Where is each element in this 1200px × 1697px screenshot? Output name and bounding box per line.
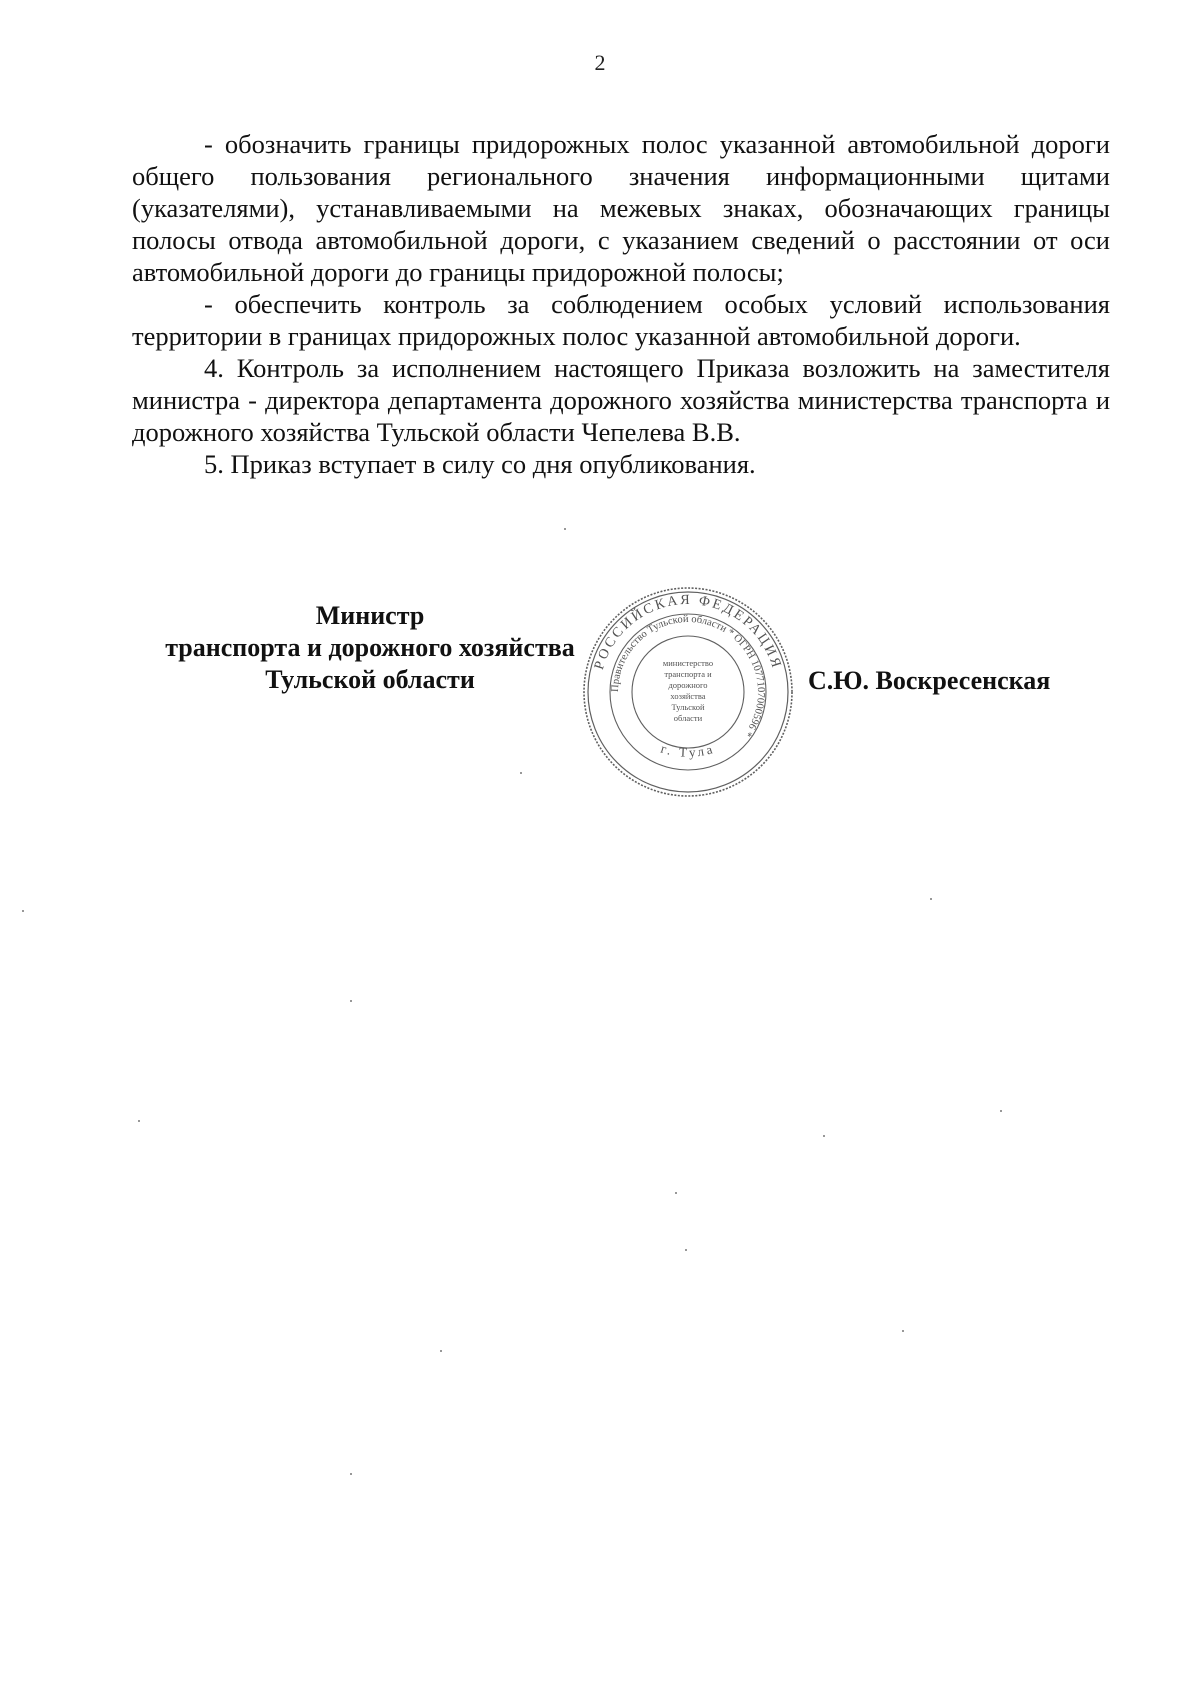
scan-speck xyxy=(138,1120,140,1122)
signer-name: С.Ю. Воскресенская xyxy=(808,666,1051,695)
paragraph-mark-boundaries: - обозначить границы придорожных полос указанной автомобильной дороги общего пользования регионального значения информационными щитами (указателями), устанавливаемыми на межевых знаках, обозначающих границы полосы отвода автомобильной дороги, с указанием сведений о расстоянии от оси автомобильной дороги до границы придорожной полосы; xyxy=(132,129,1110,287)
scan-speck xyxy=(685,1249,687,1251)
scan-speck xyxy=(823,1135,825,1137)
scan-speck xyxy=(520,772,522,774)
scan-speck xyxy=(675,1192,677,1194)
scan-speck xyxy=(22,910,24,912)
seal-center-line6: области xyxy=(673,713,703,723)
seal-center-line3: дорожного xyxy=(668,680,708,690)
official-seal xyxy=(578,582,798,802)
seal-center-line1: министерство xyxy=(662,658,714,668)
scan-speck xyxy=(564,528,566,530)
seal-center-line5: Тульской xyxy=(671,702,705,712)
paragraph-item-5: 5. Приказ вступает в силу со дня опубликования. xyxy=(204,449,756,479)
paragraph-ensure-control: - обеспечить контроль за соблюдением особых условий использования территории в границах придорожных полос указанной автомобильной дороги. xyxy=(132,289,1110,351)
scan-speck xyxy=(902,1330,904,1332)
scan-speck xyxy=(1000,1110,1002,1112)
seal-center-line2: транспорта и xyxy=(664,669,712,679)
seal-ring-text: Правительство Тульской области * ОГРН 1077107000596 * xyxy=(609,613,767,739)
page-number: 2 xyxy=(594,50,606,75)
signature-title-line1: Министр xyxy=(315,601,425,630)
signature-title-line2: транспорта и дорожного хозяйства xyxy=(165,633,575,662)
signature-title-line3: Тульской области xyxy=(265,665,475,694)
scan-speck xyxy=(930,898,932,900)
scan-speck xyxy=(350,1473,352,1475)
seal-center-line4: хозяйства xyxy=(670,691,706,701)
document-body xyxy=(132,128,1110,480)
signature-title xyxy=(140,600,600,696)
scan-speck xyxy=(440,1350,442,1352)
scan-speck xyxy=(350,1000,352,1002)
paragraph-item-4: 4. Контроль за исполнением настоящего Приказа возложить на заместителя министра - директора департамента дорожного хозяйства министерства транспорта и дорожного хозяйства Тульской области Чепелева В.В. xyxy=(132,353,1110,447)
seal-outer-text: РОССИЙСКАЯ ФЕДЕРАЦИЯ xyxy=(592,592,784,672)
seal-bottom-text: г. Тула xyxy=(659,740,717,760)
